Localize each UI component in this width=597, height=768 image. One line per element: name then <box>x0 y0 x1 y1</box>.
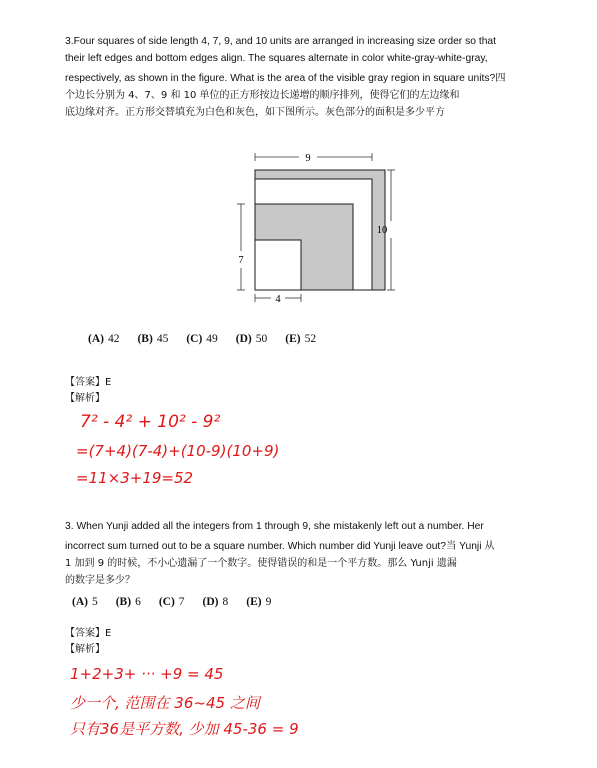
handwriting-1-line-1: 7² - 4² + 10² - 9² <box>80 412 221 432</box>
option-c: (C) 49 <box>186 333 218 345</box>
option-a: (A) 42 <box>88 333 120 345</box>
dimension-top <box>255 153 372 164</box>
answer-label-1: 【答案】E <box>65 377 112 388</box>
problem-2-options <box>72 596 289 608</box>
problem-1-line-2: their left edges and bottom edges align. The squares alternate in color white-gray-white-gray, <box>65 53 488 64</box>
handwriting-2-line-3: 只有36是平方数, 少加 45-36 = 9 <box>70 720 299 738</box>
squares-figure <box>225 148 405 308</box>
label-7: 7 <box>238 255 244 266</box>
option-b: (B) 6 <box>115 596 141 608</box>
problem-1-line-3: respectively, as shown in the figure. What is the area of the visible gray region in square units?四 <box>65 73 506 84</box>
dimension-bottom <box>255 294 301 305</box>
problem-1-options <box>88 333 334 345</box>
option-c: (C) 7 <box>158 596 185 608</box>
handwriting-2-line-2: 少一个, 范围在 36~45 之间 <box>70 694 260 712</box>
dimension-left <box>237 204 245 290</box>
label-4: 4 <box>275 294 281 305</box>
problem-1-line-4: 个边长分别为 4、7、9 和 10 单位的正方形按边长递增的顺序排列，使得它们的左边缘和 <box>65 90 460 101</box>
analysis-label-2: 【解析】 <box>65 644 105 655</box>
label-10: 10 <box>376 225 388 236</box>
option-e: (E) 9 <box>246 596 272 608</box>
option-b: (B) 45 <box>137 333 169 345</box>
option-a: (A) 5 <box>72 596 98 608</box>
problem-2-line-4: 的数字是多少？ <box>65 575 135 586</box>
handwriting-1-line-2: =(7+4)(7-4)+(10-9)(10+9) <box>76 442 280 460</box>
problem-2-line-1: 3. When Yunji added all the integers from 1 through 9, she mistakenly left out a number. Her <box>65 521 484 532</box>
problem-2-line-2: incorrect sum turned out to be a square number. Which number did Yunji leave out?当 Yunji 从 <box>65 541 495 552</box>
label-9: 9 <box>305 153 311 164</box>
option-d: (D) 8 <box>202 596 229 608</box>
handwriting-2-line-1: 1+2+3+ ··· +9 = 45 <box>70 665 224 683</box>
option-d: (D) 50 <box>235 333 268 345</box>
answer-label-2: 【答案】E <box>65 628 112 639</box>
problem-1-line-1: 3.Four squares of side length 4, 7, 9, and 10 units are arranged in increasing size order so that <box>65 36 497 47</box>
square-4-white <box>255 240 301 290</box>
problem-1-line-5: 底边缘对齐。正方形交替填充为白色和灰色，如下图所示。灰色部分的面积是多少平方 <box>65 107 445 118</box>
handwriting-1-line-3: =11×3+19=52 <box>76 469 194 487</box>
option-e: (E) 52 <box>285 333 317 345</box>
problem-2-line-3: 1 加到 9 的时候，不小心遗漏了一个数字。使得错误的和是一个平方数。那么 Yunji 遗漏 <box>65 558 457 569</box>
analysis-label-1: 【解析】 <box>65 393 105 404</box>
